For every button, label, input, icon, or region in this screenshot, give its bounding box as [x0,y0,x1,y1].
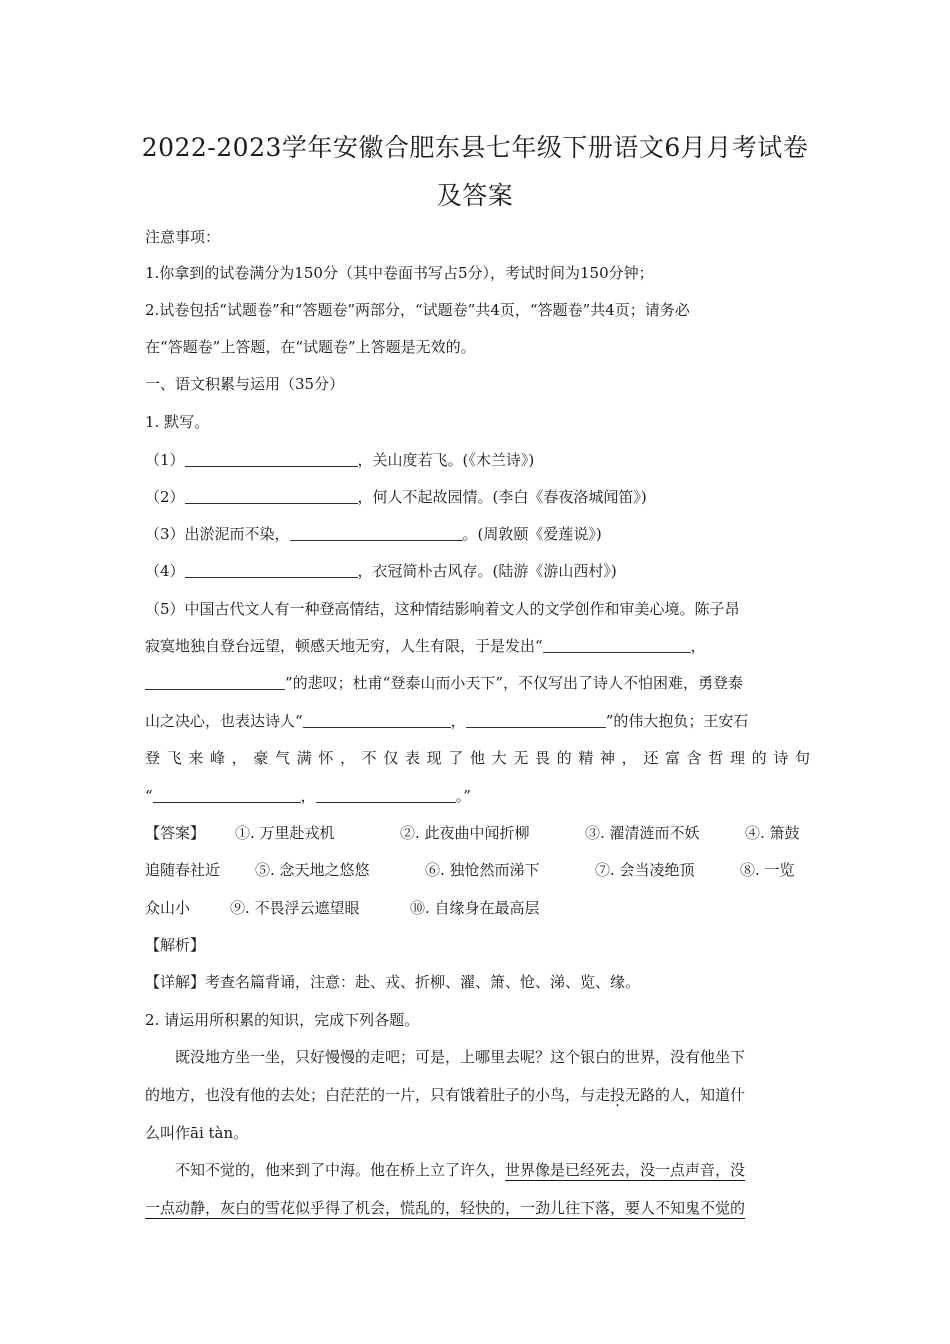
q1-item-5-text: ”的伟大抱负；王安石 [605,712,749,730]
q1-item-2 [145,486,810,507]
q1-item-4 [145,560,810,581]
q1-item-5-comma: ， [300,787,316,805]
analysis-detail [145,971,810,992]
q1-item-3 [145,523,810,544]
answer-item: 众山小 [145,899,191,917]
q1-item-5-comma: ， [450,712,466,730]
notice-item-2: 2.试卷包括“试题卷”和“答题卷”两部分，“试题卷”共4页，“答题卷”共4页；请务必 [145,301,690,319]
answer-line-2 [145,859,810,880]
q1-item-5-line-3 [145,672,810,693]
answer-item: ⑨. 不畏浮云遮望眼 [230,899,360,917]
q1-item-5-line-6 [145,785,810,806]
passage-text: 的地方，也没有他的去处；白茫茫的一片，只有饿着肚子的小鸟，与走 [145,1086,611,1104]
notice-item-2-continued: 在“答题卷”上答题，在“试题卷”上答题是无效的。 [145,338,476,356]
underlined-sentence: 一点动静，灰白的雪花似乎得了机会，慌乱的，轻快的，一劲儿往下落，要人不知鬼不觉的 [145,1199,746,1217]
answer-blank[interactable] [466,713,606,728]
passage-1-line-1: 既没地方坐一坐，只好慢慢的走吧；可是，上哪里去呢？这个银白的世界，没有他坐下 [175,1048,746,1066]
answer-blank[interactable] [185,563,358,578]
passage-2-line-1 [175,1159,810,1180]
q1-item-5-line-1: （5）中国古代文人有一种登高情结，这种情结影响着文人的文学创作和审美心境。陈子昂 [145,600,740,618]
question-1-label: 1. 默写。 [145,413,210,431]
answer-blank[interactable] [153,788,301,803]
question-2-label: 2. 请运用所积累的知识，完成下列各题。 [145,1011,420,1029]
emphasized-character: 投 [610,1086,626,1104]
answer-item: ③. 濯清涟而不妖 [585,824,700,842]
q1-item-5-text: 寂寞地独自登台远望，顿感天地无穷，人生有限，于是发出“ [145,637,543,655]
passage-text: 不知不觉的，他来到了中海。他在桥上立了许久， [175,1161,506,1179]
q1-item-5-line-2 [145,635,810,656]
passage-1-line-2 [145,1084,810,1105]
underlined-sentence: 世界像是已经死去，没一点声音，没 [505,1161,746,1179]
passage-2-line-2 [145,1197,810,1218]
answer-item: ①. 万里赴戎机 [235,824,335,842]
q1-item-5-quote: “ [145,787,153,805]
q1-item-5-line-5: 登飞来峰，豪气满怀，不仅表现了他大无畏的精神，还富含哲理的诗句 [145,749,810,767]
answer-blank[interactable] [290,526,463,541]
notice-item-1: 1.你拿到的试卷满分为150分（其中卷面书写占5分），考试时间为150分钟； [145,264,654,282]
q1-item-1-text: ，关山度若飞。(《木兰诗》) [357,451,535,469]
q1-item-3-source: 。(周敦颐《爱莲说》) [462,525,602,543]
passage-text: 无路的人，知道什 [625,1086,746,1104]
answer-blank[interactable] [185,452,358,467]
q1-item-1-number: （1） [145,451,185,469]
answer-item: ⑦. 会当凌绝顶 [595,861,695,879]
answer-item: ⑥. 独怆然而涕下 [425,861,540,879]
answer-blank[interactable] [316,788,456,803]
answer-item: 追随春社近 [145,861,221,879]
answer-line-3 [145,897,810,918]
q1-item-3-text: （3）出淤泥而不染， [145,525,290,543]
analysis-tag: 【解析】 [145,936,206,954]
section-heading: 一、语文积累与运用（35分） [145,375,345,393]
q1-item-2-text: ，何人不起故园情。(李白《春夜洛城闻笛》) [357,488,647,506]
q1-item-1 [145,449,810,470]
q1-item-4-text: ，衣冠简朴古风存。(陆游《游山西村》) [357,562,617,580]
answer-blank[interactable] [303,713,451,728]
page-title: 2022-2023学年安徽合肥东县七年级下册语文6月月考试卷 [141,133,809,162]
q1-item-5-text: ”的悲叹；杜甫“登泰山而小天下”，不仅写出了诗人不怕困难，勇登泰 [285,674,744,692]
answer-item: ②. 此夜曲中闻折柳 [400,824,530,842]
page-title-continued: 及答案 [436,181,514,210]
q1-item-5-line-4 [145,710,810,731]
answer-item: ⑤. 念天地之悠悠 [255,861,370,879]
detail-tag: 【详解】 [145,973,206,991]
q1-item-2-number: （2） [145,488,185,506]
passage-1-line-3: 么叫作āi tàn。 [145,1124,249,1142]
q1-item-5-comma: ， [690,637,706,655]
answer-item: ⑩. 自缘身在最高层 [410,899,540,917]
q1-item-5-end: 。” [455,787,471,805]
detail-text: 考查名篇背诵，注意：赴、戎、折柳、濯、箫、怆、涕、览、缘。 [205,973,641,991]
answer-blank[interactable] [543,638,691,653]
answer-tag: 【答案】 [145,824,206,842]
q1-item-5-text: 山之决心，也表达诗人“ [145,712,303,730]
answer-item: ⑧. 一览 [740,861,795,879]
answer-item: ④. 箫鼓 [745,824,800,842]
q1-item-4-number: （4） [145,562,185,580]
answer-line-1 [145,822,810,843]
answer-blank[interactable] [185,489,358,504]
notice-heading: 注意事项： [145,228,221,246]
answer-blank[interactable] [145,675,285,690]
